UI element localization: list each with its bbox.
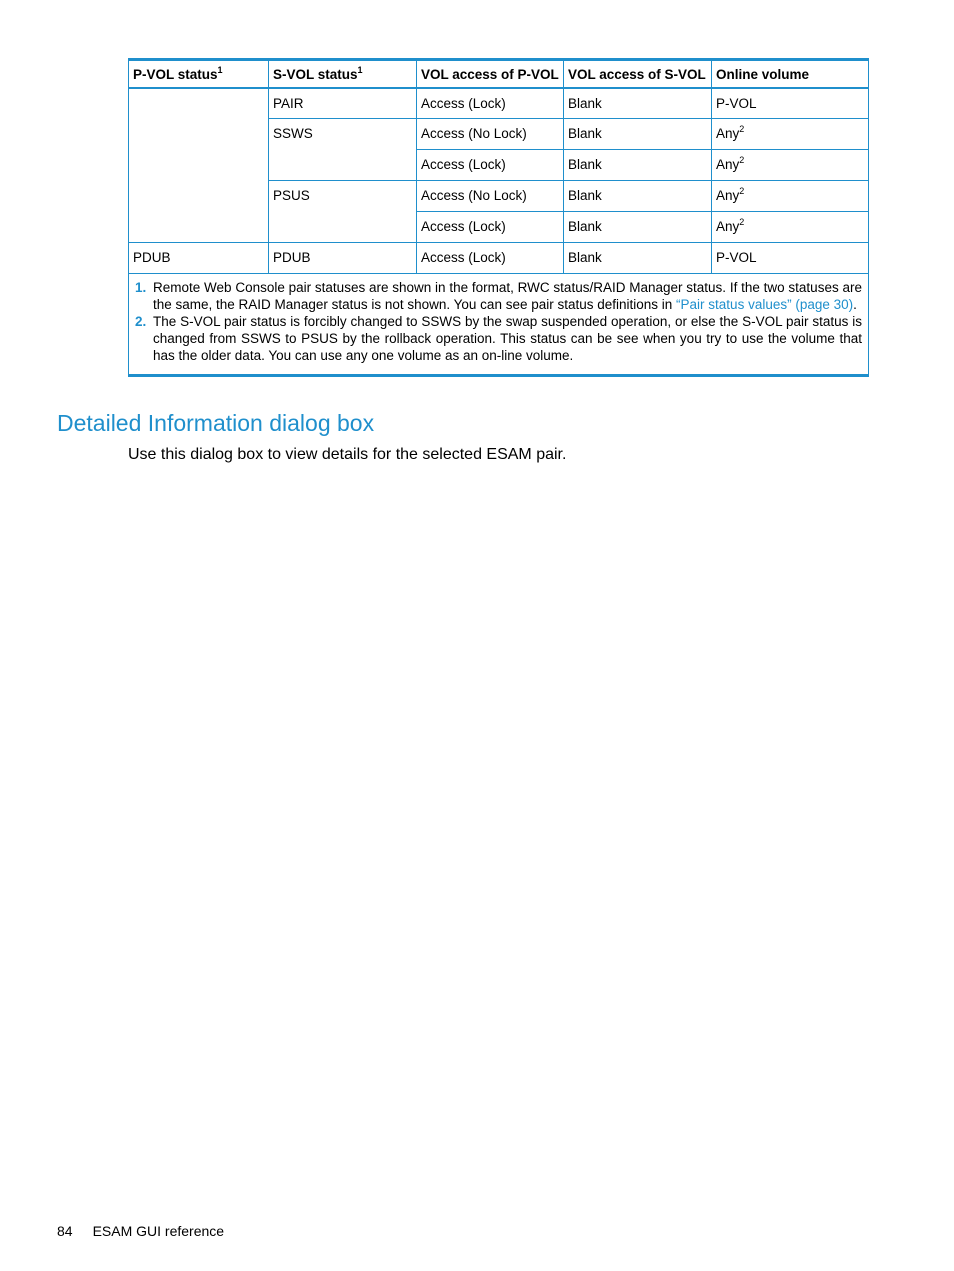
table-cell: P-VOL (712, 88, 869, 119)
table-cell: Blank (564, 243, 712, 274)
table-cell: PDUB (269, 243, 417, 274)
table-cell: Access (No Lock) (417, 181, 564, 212)
page-number: 84 (57, 1223, 73, 1239)
pair-status-table (128, 58, 869, 377)
note-number: 1. (135, 280, 147, 295)
table-cell: Any$^2$ (712, 212, 869, 243)
table-cell-empty (129, 88, 269, 243)
table-cell: Any$^2$ (712, 181, 869, 212)
table-cell: Access (Lock) (417, 243, 564, 274)
footer-section: ESAM GUI reference (92, 1223, 225, 1239)
table-cell: Blank (564, 119, 712, 150)
note-text: Remote Web Console pair statuses are shown in the format, RWC status/RAID Manager status. If the two statuses are the same, the RAID Manager status is not shown. You can see pair status definitions in (153, 280, 862, 312)
table-note-2 (135, 313, 862, 364)
table-header-row (129, 60, 869, 88)
table-notes (129, 274, 869, 376)
table-cell: Blank (564, 181, 712, 212)
table-cell: Access (No Lock) (417, 119, 564, 150)
table-cell: PAIR (269, 88, 417, 119)
table-note-1: 1. Remote Web Console pair statuses are shown in the format, RWC status/RAID Manager status. If the two statuses are the same, the RAID Manager status is not shown. You can see pair status definitions in “Pair status values” (page 30). (135, 280, 862, 312)
header-pvol-access: VOL access of P-VOL (417, 60, 564, 88)
table-row (129, 88, 869, 119)
table-cell: PSUS (269, 181, 417, 243)
table-cell: P-VOL (712, 243, 869, 274)
header-online-volume: Online volume (712, 60, 869, 88)
table-cell: Blank (564, 212, 712, 243)
table-cell: Access (Lock) (417, 150, 564, 181)
header-svol-status: S-VOL status$^1$ (269, 60, 417, 88)
table-cell: SSWS (269, 119, 417, 181)
note-number: 2. (135, 314, 147, 329)
table-cell: Any$^2$ (712, 119, 869, 150)
section-body: Use this dialog box to view details for the selected ESAM pair. (128, 446, 567, 463)
table-row (129, 243, 869, 274)
pair-status-values-link[interactable]: “Pair status values” (page 30) (676, 297, 854, 312)
section-heading: Detailed Information dialog box (57, 410, 375, 436)
table-cell: Access (Lock) (417, 212, 564, 243)
table-cell: Access (Lock) (417, 88, 564, 119)
note-text: The S-VOL pair status is forcibly changed to SSWS by the swap suspended operation, or else the S-VOL pair status is changed from SSWS to PSUS by the rollback operation. This status can be see when you try to use the volume that has the older data. You can use any one volume as an on-line volume. (153, 314, 862, 363)
table-cell: Any$^2$ (712, 150, 869, 181)
header-svol-access: VOL access of S-VOL (564, 60, 712, 88)
page-footer (57, 1223, 224, 1239)
table-cell: PDUB (129, 243, 269, 274)
table-cell: Blank (564, 88, 712, 119)
header-pvol-status: P-VOL status$^1$ (129, 60, 269, 88)
table-cell: Blank (564, 150, 712, 181)
table-notes-row (129, 274, 869, 376)
